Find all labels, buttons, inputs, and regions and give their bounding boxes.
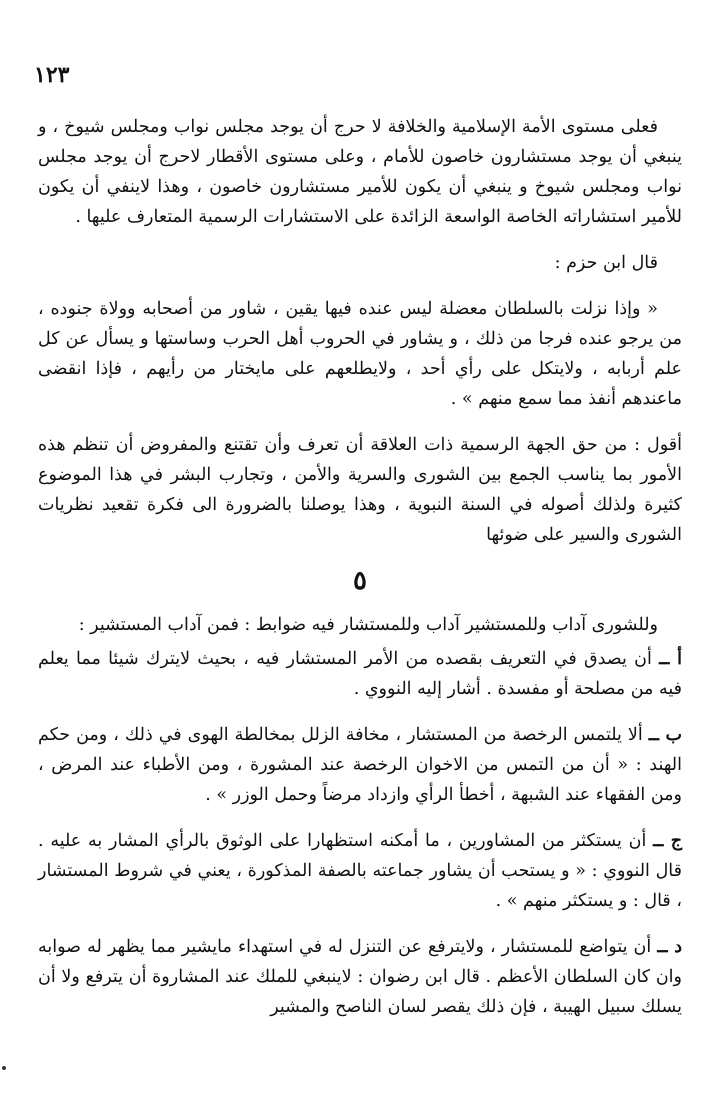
list-item-c [38,826,682,916]
page-body [38,112,682,1038]
list-item-letter: أ ــ [659,649,682,669]
list-item-text: ألا يلتمس الرخصة من المستشار ، مخافة الزلل بمخالطة الهوى في ذلك ، ومن حكم الهند : « أن من التمس من الاخوان الرخصة عند المشورة ، ومن الأطباء عند المرض ، ومن الفقهاء عند الشبهة ، أخطأ الرأي وازداد مرضاً وحمل الوزر » . [38,725,682,805]
paragraph-ibn-hazm-intro: قال ابن حزم : [554,253,658,273]
paragraph-1: فعلى مستوى الأمة الإسلامية والخلافة لا حرج أن يوجد مجلس نواب ومجلس شيوخ ، و ينبغي أن يوجد مستشارون خاصون للأمام ، وعلى مستوى الأقطار لاحرج أن يوجد مجلس نواب ومجلس شيوخ و ينبغي أن يكون للأمير مستشارون خاصون ، وهذا لاينفي أن يكون للأمير استشاراته الخاصة الواسعة الزائدة على الاستشارات الرسمية المتعارف عليها . [38,117,682,227]
list-item-letter: ب ــ [648,725,682,745]
paragraph-etiquette-intro: وللشورى آداب وللمستشير آداب وللمستشار فيه ضوابط : فمن آداب المستشير : [78,615,658,635]
list-item-letter: د ــ [657,937,683,957]
paragraph-aqool: أقول : من حق الجهة الرسمية ذات العلاقة أن تعرف وأن تقتنع والمفروض أن تنظم هذه الأمور بما يناسب الجمع بين الشورى والسرية والأمن ، وتجارب البشر في هذا الموضوع كثيرة ولذلك أصوله في السنة النبوية ، وهذا يوصلنا بالضرورة الى فكرة تقعيد نظريات الشورى والسير على ضوئها [38,435,682,545]
page-number: ١٢٣ [34,62,70,88]
margin-dot [2,1066,6,1070]
list-item-a [38,644,682,704]
paragraph-quote: « وإذا نزلت بالسلطان معضلة ليس عنده فيها يقين ، شاور من أصحابه وولاة جنوده ، من يرجو عنده فرجا من ذلك ، و يشاور في الحروب أهل الحرب وساستها و يسأل عن كل علم أربابه ، ولايتكل على رأي أحد ، ولايطلعهم على مايختار من رأيهم ، فإذا انقضى ماعندهم أنفذ مما سمع منهم » . [38,299,682,409]
list-item-text: أن يصدق في التعريف بقصده من الأمر المستشار فيه ، بحيث لايترك شيئا مما يعلم فيه من مصلحة أو مفسدة . أشار إليه النووي . [38,649,682,699]
section-number: ٥ [353,566,367,596]
list-item-text: أن يستكثر من المشاورين ، ما أمكنه استظهارا على الوثوق بالرأي المشار به عليه . قال النووي : « و يستحب أن يشاور جماعته بالصفة المذكورة ، يعني في شروط المستشار ، قال : و يستكثر منهم » . [38,831,682,911]
list-item-d [38,932,682,1022]
list-item-b [38,720,682,810]
list-item-letter: ج ــ [653,831,682,851]
list-item-text: أن يتواضع للمستشار ، ولايترفع عن التنزل له في استهداء مايشير مما يظهر له صوابه وان كان السلطان الأعظم . قال ابن رضوان : لاينبغي للملك عند المشاروة أن يترفع ولا أن يسلك سبيل الهيبة ، فإن ذلك يقصر لسان الناصح والمشير [38,937,682,1017]
